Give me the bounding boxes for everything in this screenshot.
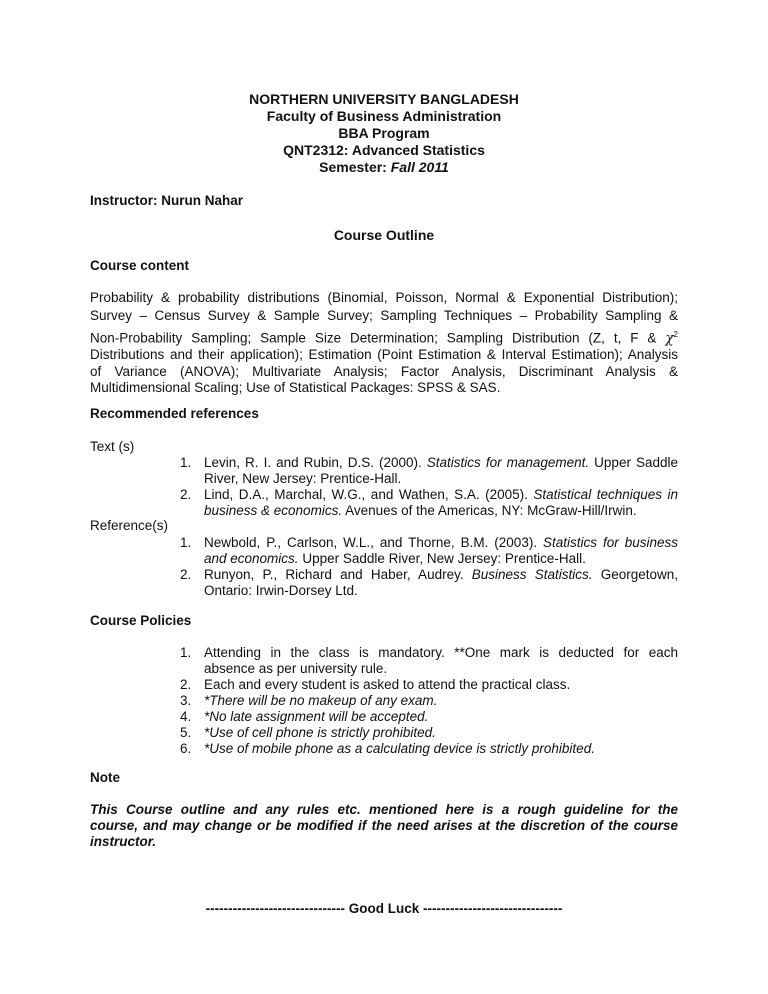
policy-text: *Use of cell phone is strictly prohibited. — [204, 725, 436, 740]
content-line-3-text: Non-Probability Sampling; Sample Size Determination; Sampling Distribution (Z, t, F & — [90, 330, 657, 346]
reference-label: Reference(s) — [90, 518, 169, 533]
text-item-line: River, New Jersey: Prentice-Hall. — [204, 471, 402, 486]
reference-item-line — [204, 535, 678, 551]
policy-number: 4. — [180, 709, 192, 724]
program-name: BBA Program — [338, 125, 430, 141]
content-line-6: Multidimensional Scaling; Use of Statistical Packages: SPSS & SAS. — [90, 380, 501, 395]
reference-item — [180, 535, 678, 567]
note-line: course, and may change or be modified if the need arises at the discretion of the course — [90, 818, 678, 833]
text-1-authors: Levin, R. I. and Rubin, D.S. (2000). — [204, 455, 427, 470]
policy-number: 5. — [180, 725, 192, 740]
policy-item — [180, 725, 678, 741]
policy-text-wrap — [204, 709, 678, 725]
text-2-publisher: Avenues of the Americas, NY: McGraw-Hill/Irwin. — [342, 503, 637, 518]
note-line: This Course outline and any rules etc. mentioned here is a rough guideline for the — [90, 802, 678, 817]
semester-value: Fall 2011 — [390, 159, 449, 175]
course-content-paragraph — [90, 290, 678, 398]
semester-line — [0, 159, 768, 176]
note-line: instructor. — [90, 834, 157, 849]
policy-number: 2. — [180, 677, 192, 692]
policy-text: *Use of mobile phone as a calculating device is strictly prohibited. — [204, 741, 595, 756]
ref-1-authors: Newbold, P., Carlson, W.L., and Thorne, B.M. (2003). — [204, 535, 544, 550]
note-text — [90, 802, 678, 850]
reference-item-line — [204, 551, 678, 567]
policy-text-wrap — [204, 741, 678, 757]
text-1-publisher-start: Upper Saddle — [589, 455, 679, 470]
policy-text-cont: absence as per university rule. — [204, 661, 388, 676]
text-item-line — [204, 455, 678, 471]
text-item — [180, 455, 678, 487]
text-label: Text (s) — [90, 439, 135, 454]
content-line-4: Distributions and their application); Estimation (Point Estimation & Interval Estimation); Analysis — [90, 347, 678, 362]
policy-text: Each and every student is asked to attend the practical class. — [204, 677, 571, 692]
policy-text-wrap — [204, 693, 678, 709]
text-2-title: Statistical techniques in — [533, 487, 679, 502]
content-line-2: Survey – Census Survey & Sample Survey; Sampling Techniques – Probability Sampling & — [90, 308, 678, 323]
reference-item — [180, 567, 678, 599]
content-line-1: Probability & probability distributions (Binomial, Poisson, Normal & Exponential Distribution); — [90, 290, 678, 305]
policy-item — [180, 645, 678, 677]
chi-square-exponent: 2 — [673, 330, 678, 339]
policy-text-wrap — [204, 725, 678, 741]
policies-heading: Course Policies — [90, 613, 192, 628]
ref-2-title: Business Statistics. — [471, 567, 593, 582]
policy-item — [180, 709, 678, 725]
text-2-authors: Lind, D.A., Marchal, W.G., and Wathen, S.A. (2005). — [204, 487, 534, 502]
policy-number: 1. — [180, 645, 192, 660]
instructor-line: Instructor: Nurun Nahar — [90, 193, 244, 208]
ref-1-title-end: and economics. — [204, 551, 299, 566]
text-item — [180, 487, 678, 519]
faculty-name: Faculty of Business Administration — [266, 108, 502, 124]
university-name: NORTHERN UNIVERSITY BANGLADESH — [249, 91, 519, 107]
text-item-number: 2. — [180, 487, 192, 502]
outline-title: Course Outline — [333, 227, 435, 243]
reference-item-line: Ontario: Irwin-Dorsey Ltd. — [204, 583, 358, 598]
course-content-heading: Course content — [90, 258, 190, 273]
references-heading: Recommended references — [90, 406, 259, 421]
ref-1-publisher: Upper Saddle River, New Jersey: Prentice-Hall. — [298, 551, 586, 566]
note-heading: Note — [90, 770, 120, 785]
semester-label: Semester: — [319, 159, 391, 175]
ref-2-publisher-start: Georgetown, — [592, 567, 678, 582]
ref-1-title: Statistics for business — [543, 535, 678, 550]
content-line-5: of Variance (ANOVA); Multivariate Analysis; Factor Analysis, Discriminant Analysis & — [90, 364, 678, 379]
reference-list — [180, 535, 678, 599]
policies-list — [180, 645, 678, 757]
ref-2-authors: Runyon, P., Richard and Haber, Audrey. — [204, 567, 472, 582]
text-1-title: Statistics for management. — [426, 455, 590, 470]
content-line-3 — [90, 325, 678, 347]
text-item-line — [204, 487, 678, 503]
policy-item — [180, 693, 678, 709]
reference-item-number: 2. — [180, 567, 192, 582]
policy-item — [180, 741, 678, 757]
text-item-line — [204, 503, 678, 519]
text-item-number: 1. — [180, 455, 192, 470]
text-list — [180, 455, 678, 519]
policy-number: 6. — [180, 741, 192, 756]
policy-item — [180, 677, 678, 693]
reference-item-line — [204, 567, 678, 583]
text-2-title-end: business & economics. — [204, 503, 343, 518]
reference-item-number: 1. — [180, 535, 192, 550]
document-header — [0, 91, 768, 176]
good-luck-closing: ------------------------------- Good Luck ------------------------------- — [205, 901, 563, 916]
policy-text: *There will be no makeup of any exam. — [204, 693, 438, 708]
chi-square-symbol: χ — [665, 330, 674, 347]
policy-text: *No late assignment will be accepted. — [204, 709, 429, 724]
policy-text: Attending in the class is mandatory. **One mark is deducted for each — [204, 645, 678, 660]
policy-number: 3. — [180, 693, 192, 708]
course-code-title: QNT2312: Advanced Statistics — [283, 142, 485, 158]
